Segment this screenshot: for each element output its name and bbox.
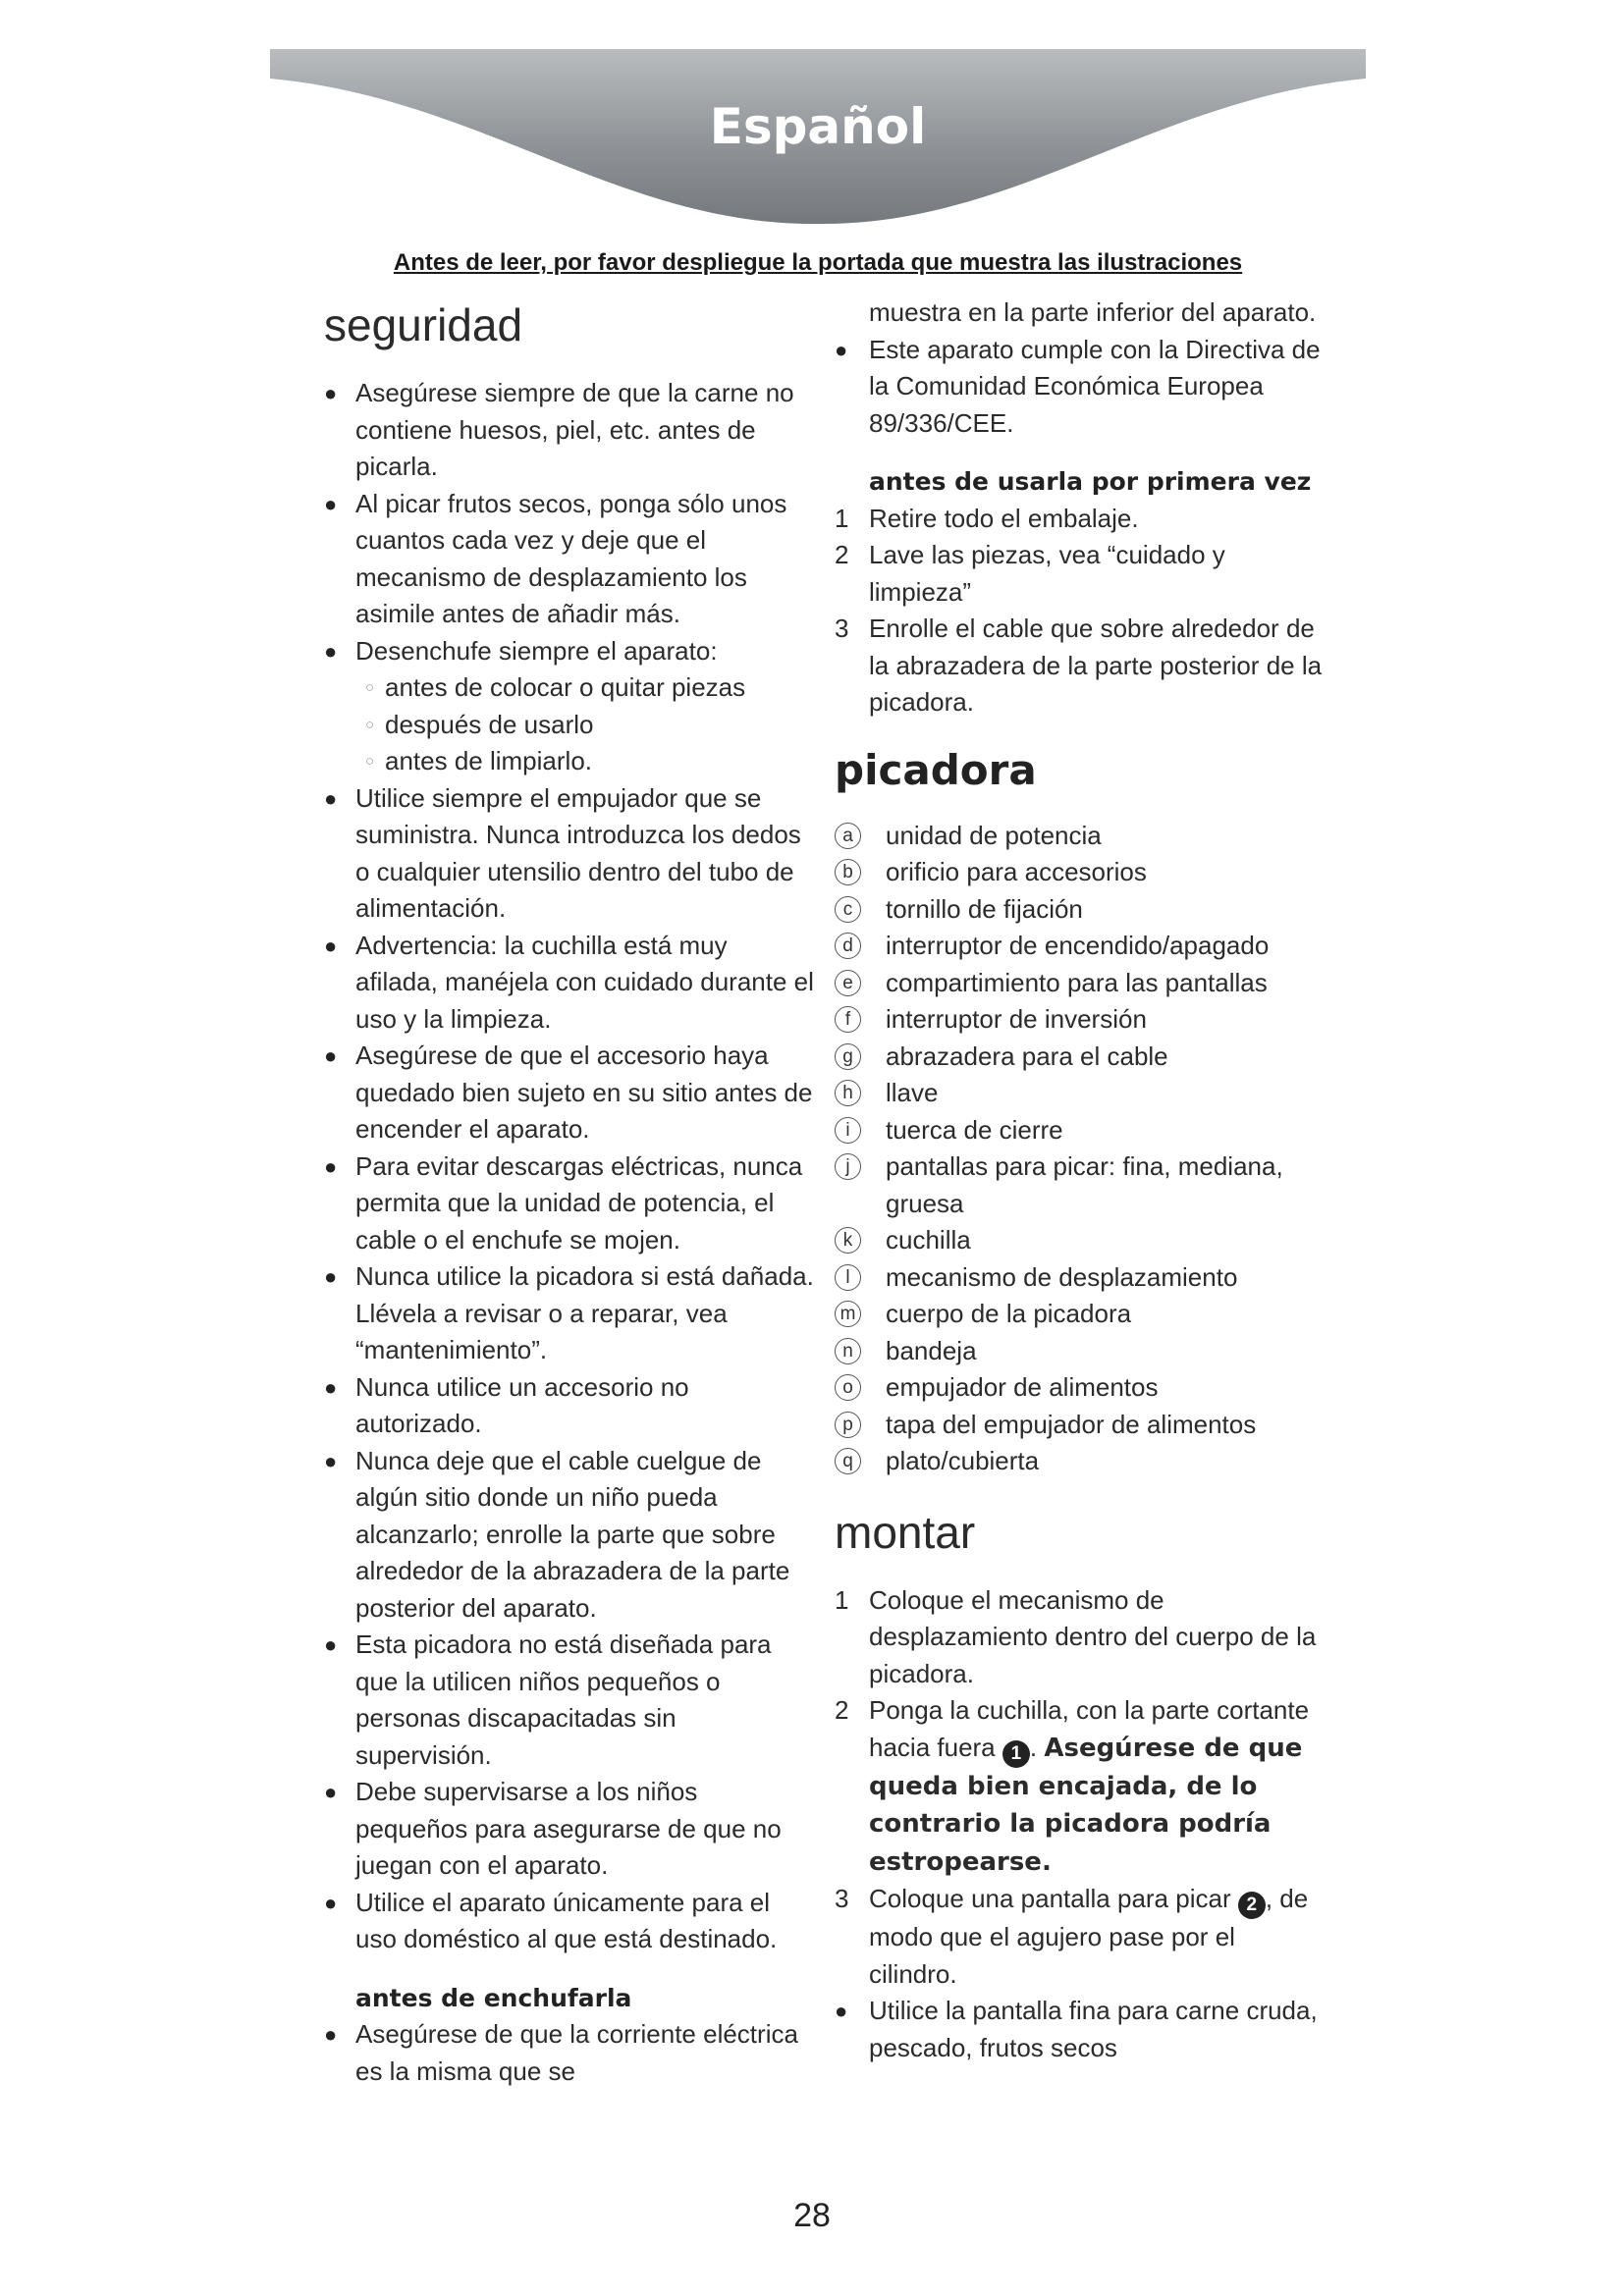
part-item xyxy=(835,1222,1326,1259)
part-text: llave xyxy=(886,1078,939,1107)
spacer xyxy=(835,1480,1326,1502)
part-letter: i xyxy=(835,1117,861,1144)
safety-list xyxy=(324,375,815,1958)
heading-antes-de-usarla: antes de usarla por primera vez xyxy=(869,467,1312,496)
plug-list xyxy=(324,2016,815,2090)
assembly-steps xyxy=(835,1582,1326,1994)
spacer xyxy=(835,442,1326,463)
heading-picadora: picadora xyxy=(835,745,1037,794)
part-item xyxy=(835,928,1326,965)
left-column xyxy=(324,294,815,2090)
list-item-continued xyxy=(835,294,1326,332)
part-letter: q xyxy=(835,1448,861,1474)
part-text: tuerca de cierre xyxy=(886,1114,1063,1145)
first-use-steps xyxy=(835,501,1326,721)
part-text: pantallas para picar: fina, mediana, gruesa xyxy=(886,1151,1283,1218)
part-item xyxy=(835,891,1326,929)
list-item: ● Asegúrese de que el accesorio haya quedado bien sujeto en su sitio antes de encender el aparato. xyxy=(324,1038,815,1148)
step-text: Enrolle el cable que sobre alrededor de la abrazadera de la parte posterior de la picadora. xyxy=(869,614,1323,717)
part-item xyxy=(835,965,1326,1002)
part-text: compartimiento para las pantallas xyxy=(886,967,1268,997)
part-letter: l xyxy=(835,1264,861,1291)
list-item: ● Utilice el aparato únicamente para el uso doméstico al que está destinado. xyxy=(324,1885,815,1958)
part-letter: n xyxy=(835,1338,861,1364)
plug-list-continued xyxy=(835,294,1326,442)
step-number: 1 xyxy=(835,503,849,533)
part-text: bandeja xyxy=(886,1335,977,1365)
sub-list-item: ○ después de usarlo xyxy=(324,707,815,744)
spacer xyxy=(835,721,1326,743)
part-item xyxy=(835,1443,1326,1480)
part-letter: e xyxy=(835,970,861,996)
part-letter: p xyxy=(835,1412,861,1438)
part-item xyxy=(835,1075,1326,1112)
parts-list xyxy=(835,818,1326,1480)
step-number: 3 xyxy=(835,614,849,643)
step-number: 1 xyxy=(835,1584,849,1615)
part-item xyxy=(835,854,1326,891)
heading-montar: montar xyxy=(835,1506,976,1558)
part-item xyxy=(835,1148,1326,1222)
list-item: ● Este aparato cumple con la Directiva de la Comunidad Económica Europea 89/336/CEE. xyxy=(835,332,1326,443)
part-text: abrazadera para el cable xyxy=(886,1041,1168,1071)
part-text: unidad de potencia xyxy=(886,820,1102,850)
part-item xyxy=(835,1407,1326,1444)
step-text: Retire todo el embalaje. xyxy=(869,503,1139,533)
unplug-sublist xyxy=(324,669,815,780)
step-text: Coloque el mecanismo de desplazamiento dentro del cuerpo de la picadora. xyxy=(869,1584,1317,1688)
part-item xyxy=(835,1112,1326,1149)
part-text: orificio para accesorios xyxy=(886,857,1147,886)
step-item: 2 Ponga la cuchilla, con la parte cortante hacia fuera 1 . Asegúrese de que queda bien encajada, de lo contrario la picadora podría estropearse. xyxy=(835,1692,1326,1881)
list-item: ● Al picar frutos secos, ponga sólo unos cuantos cada vez y deje que el mecanismo de desplazamiento los asimile antes de añadir más. xyxy=(324,486,815,633)
part-item xyxy=(835,1333,1326,1370)
part-letter: c xyxy=(835,896,861,923)
heading-antes-de-enchufarla: antes de enchufarla xyxy=(355,1983,632,2012)
page-number: 28 xyxy=(793,2197,831,2234)
part-item xyxy=(835,1296,1326,1333)
part-item xyxy=(835,1001,1326,1039)
list-item: ● Utilice la pantalla fina para carne cruda, pescado, frutos secos xyxy=(835,1993,1326,2066)
spacer xyxy=(324,1958,815,1980)
language-banner xyxy=(270,49,1366,226)
step-number: 2 xyxy=(835,1695,849,1725)
part-text: tapa del empujador de alimentos xyxy=(886,1409,1257,1439)
part-letter: g xyxy=(835,1043,861,1070)
list-item-text: muestra en la parte inferior del aparato. xyxy=(869,297,1317,327)
step-text: Ponga la cuchilla, con la parte cortante hacia fuera xyxy=(869,1695,1310,1762)
step-number: 2 xyxy=(835,540,849,569)
list-item: ● Esta picadora no está diseñada para que la utilicen niños pequeños o personas discapacitadas sin supervisión. xyxy=(324,1627,815,1774)
part-item xyxy=(835,1369,1326,1407)
part-text: cuchilla xyxy=(886,1225,971,1255)
right-column xyxy=(835,294,1326,2066)
part-text: plato/cubierta xyxy=(886,1446,1040,1475)
list-item: ● Advertencia: la cuchilla está muy afilada, manéjela con cuidado durante el uso y la limpieza. xyxy=(324,928,815,1039)
part-letter: o xyxy=(835,1374,861,1401)
step-item xyxy=(835,1881,1326,1993)
list-item: ● Nunca utilice la picadora si está dañada. Llévela a revisar o a reparar, vea “mantenimiento”. xyxy=(324,1258,815,1369)
step-item xyxy=(835,501,1326,538)
part-letter: k xyxy=(835,1227,861,1254)
part-item xyxy=(835,818,1326,855)
list-item: ● Utilice siempre el empujador que se suministra. Nunca introduzca los dedos o cualquier utensilio dentro del tubo de alimentación. xyxy=(324,780,815,928)
list-item: ● Nunca utilice un accesorio no autorizado. xyxy=(324,1369,815,1443)
part-letter: a xyxy=(835,823,861,849)
sub-list-item: ○ antes de limpiarlo. xyxy=(324,743,815,780)
step-item xyxy=(835,537,1326,611)
part-letter: d xyxy=(835,933,861,959)
part-text: empujador de alimentos xyxy=(886,1372,1159,1402)
list-item: ● Asegúrese siempre de que la carne no contiene huesos, piel, etc. antes de picarla. xyxy=(324,375,815,486)
heading-seguridad: seguridad xyxy=(324,299,523,350)
part-letter: m xyxy=(835,1301,861,1327)
step-item xyxy=(835,611,1326,721)
part-text: tornillo de fijación xyxy=(886,893,1083,924)
list-item: ● Asegúrese de que la corriente eléctrica es la misma que se xyxy=(324,2016,815,2090)
part-text: interruptor de encendido/apagado xyxy=(886,931,1270,960)
list-item-text: Desenchufe siempre el aparato: xyxy=(355,635,718,666)
figure-callout-2: 2 xyxy=(1238,1892,1266,1919)
list-item: ● Nunca deje que el cable cuelgue de algún sitio donde un niño pueda alcanzarlo; enrolle la parte que sobre alrededor de la abrazadera de la parte posterior del aparato. xyxy=(324,1443,815,1628)
step-text: Lave las piezas, vea “cuidado y limpieza” xyxy=(869,540,1225,607)
step-item xyxy=(835,1582,1326,1693)
banner-title: Español xyxy=(709,98,927,155)
part-text: cuerpo de la picadora xyxy=(886,1299,1132,1328)
list-item: ● Para evitar descargas eléctricas, nunca permita que la unidad de potencia, el cable o el enchufe se mojen. xyxy=(324,1148,815,1259)
part-text: interruptor de inversión xyxy=(886,1004,1147,1034)
intro-instruction: Antes de leer, por favor despliegue la portada que muestra las ilustraciones xyxy=(393,249,1243,276)
part-letter: b xyxy=(835,859,861,885)
part-item xyxy=(835,1259,1326,1297)
step-text-continued: , de modo que el agujero pase por el cilindro. xyxy=(869,1884,1309,1989)
step-text: Coloque una pantalla para picar xyxy=(869,1884,1231,1913)
step-warning: Asegúrese de que queda bien encajada, de lo contrario la picadora podría estropearse. xyxy=(869,1733,1303,1877)
figure-callout-1: 1 xyxy=(1002,1740,1030,1768)
part-letter: f xyxy=(835,1006,861,1033)
assembly-tips xyxy=(835,1993,1326,2066)
part-text: mecanismo de desplazamiento xyxy=(886,1261,1238,1292)
part-item xyxy=(835,1039,1326,1076)
list-item xyxy=(324,633,815,780)
sub-list-item: ○ antes de colocar o quitar piezas xyxy=(324,669,815,707)
list-item: ● Debe supervisarse a los niños pequeños para asegurarse de que no juegan con el aparato. xyxy=(324,1774,815,1885)
part-letter: h xyxy=(835,1080,861,1106)
step-number: 3 xyxy=(835,1884,849,1913)
part-letter: j xyxy=(835,1153,861,1180)
